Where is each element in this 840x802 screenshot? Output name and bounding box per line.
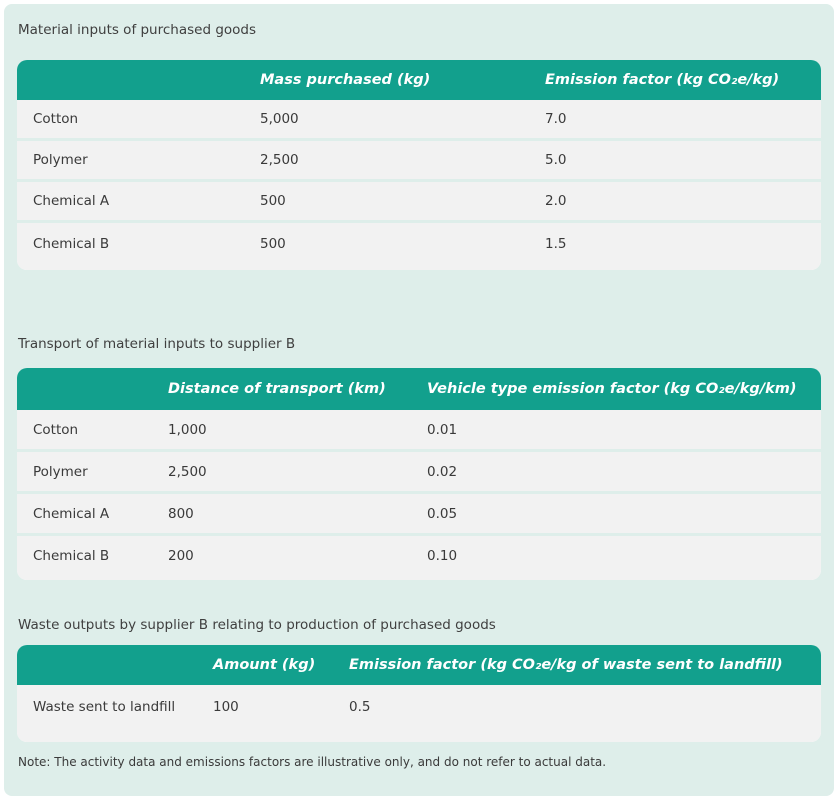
table-header — [17, 368, 821, 410]
emission-factor-cell: 0.02 — [427, 463, 458, 480]
emission-factor-cell: 0.05 — [427, 505, 458, 522]
emission-factor-cell: 0.5 — [349, 699, 371, 715]
row-label: Cotton — [33, 111, 79, 127]
row-label: Polymer — [33, 463, 88, 480]
mass-cell: 5,000 — [260, 111, 299, 127]
table-row — [17, 533, 821, 580]
row-label: Waste sent to landfill — [33, 699, 176, 715]
section-title-transport: Transport of material inputs to supplier B — [18, 336, 296, 352]
table-row — [17, 491, 821, 533]
column-header-waste-emission-factor: Emission factor (kg CO₂e/kg of waste sent to landfill) — [349, 657, 783, 673]
emission-factor-cell: 1.5 — [545, 236, 567, 252]
material-inputs-table — [17, 60, 821, 270]
mass-cell: 500 — [260, 193, 286, 209]
emission-factor-cell: 0.10 — [427, 548, 458, 564]
amount-cell: 100 — [213, 699, 239, 715]
waste-outputs-table — [17, 645, 821, 742]
footnote: Note: The activity data and emissions factors are illustrative only, and do not refer to actual data. — [18, 755, 607, 769]
column-header-amount: Amount (kg) — [213, 657, 316, 673]
table-row — [17, 100, 821, 138]
table-row — [17, 410, 821, 449]
distance-cell: 1,000 — [168, 421, 207, 438]
section-title-waste-outputs: Waste outputs by supplier B relating to production of purchased goods — [18, 617, 496, 633]
mass-cell: 2,500 — [260, 152, 299, 168]
emission-factor-cell: 7.0 — [545, 111, 567, 127]
table-header — [17, 60, 821, 100]
transport-table — [17, 368, 821, 580]
row-label: Chemical B — [33, 548, 110, 564]
table-row — [17, 685, 821, 742]
column-header-distance: Distance of transport (km) — [168, 381, 386, 397]
column-header-vehicle-emission-factor: Vehicle type emission factor (kg CO₂e/kg/km) — [427, 381, 797, 397]
row-label: Chemical B — [33, 236, 110, 252]
distance-cell: 200 — [168, 548, 194, 564]
mass-cell: 500 — [260, 236, 286, 252]
table-row — [17, 220, 821, 270]
table-row — [17, 179, 821, 220]
section-title-material-inputs: Material inputs of purchased goods — [18, 22, 257, 38]
row-label: Chemical A — [33, 193, 110, 209]
row-label: Cotton — [33, 421, 79, 438]
row-label: Chemical A — [33, 505, 110, 522]
column-header-emission-factor: Emission factor (kg CO₂e/kg) — [545, 72, 780, 88]
table-row — [17, 449, 821, 491]
row-label: Polymer — [33, 152, 88, 168]
column-header-mass: Mass purchased (kg) — [260, 72, 431, 88]
emission-factor-cell: 0.01 — [427, 421, 458, 438]
emission-factor-cell: 5.0 — [545, 152, 567, 168]
distance-cell: 2,500 — [168, 463, 207, 480]
distance-cell: 800 — [168, 505, 194, 522]
table-row — [17, 138, 821, 179]
table-header — [17, 645, 821, 685]
emission-factor-cell: 2.0 — [545, 193, 567, 209]
